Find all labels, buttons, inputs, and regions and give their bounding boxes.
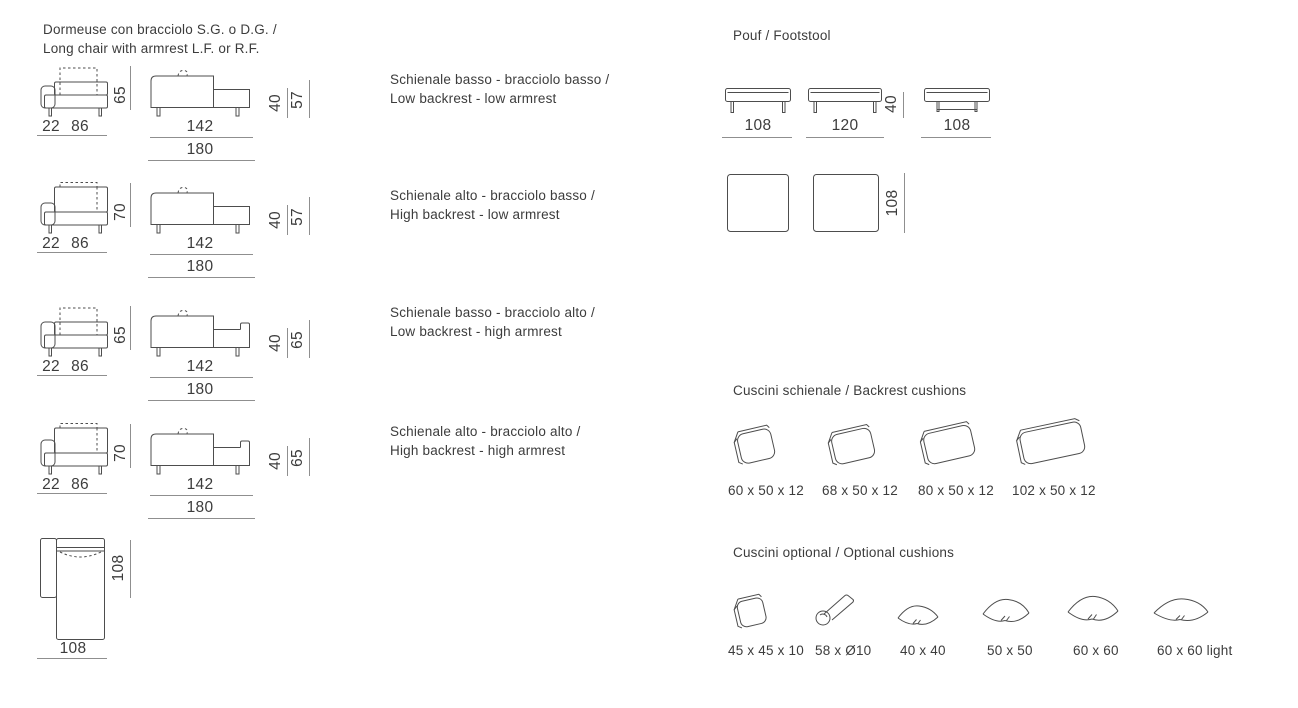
variant-desc-en: High backrest - low armrest <box>390 207 560 222</box>
cushion-size-label: 80 x 50 x 12 <box>918 483 994 498</box>
pouf-section-title: Pouf / Footstool <box>733 28 831 43</box>
dimension-underline <box>722 137 792 138</box>
optional-cushion-pillow-drawing <box>981 596 1031 628</box>
cushion-size-label: 60 x 60 <box>1073 643 1119 658</box>
backrest-cushion-drawing <box>1006 406 1098 480</box>
dormeuse-front-view-drawing <box>40 302 112 360</box>
seat-depth-dimension: 86 <box>71 358 89 375</box>
armrest-height-dimension: 57 <box>289 208 306 226</box>
total-length-dimension: 180 <box>186 141 214 158</box>
dormeuse-title-en: Long chair with armrest L.F. or R.F. <box>43 41 260 56</box>
pouf-top-depth-dimension: 108 <box>884 189 901 217</box>
dormeuse-top-view-drawing <box>40 538 106 642</box>
variant-desc-en: High backrest - high armrest <box>390 443 566 458</box>
dimension-extent-line <box>287 446 288 476</box>
dimension-extent-line <box>903 92 904 118</box>
dimension-underline <box>806 137 884 138</box>
dimension-underline <box>148 160 255 161</box>
seat-length-dimension: 142 <box>186 235 214 252</box>
pouf-front-view-drawing <box>808 88 882 115</box>
dimension-underline <box>37 493 107 494</box>
optional-cushion-pillow-light-drawing <box>1152 596 1210 626</box>
dimension-extent-line <box>309 80 310 118</box>
dimension-underline <box>148 277 255 278</box>
total-length-dimension: 180 <box>186 381 214 398</box>
chaise-height-dimension: 40 <box>267 452 284 470</box>
chaise-height-dimension: 40 <box>267 94 284 112</box>
cushion-size-label: 68 x 50 x 12 <box>822 483 898 498</box>
armrest-depth-dimension: 22 <box>42 118 60 135</box>
dormeuse-side-view-drawing <box>148 312 252 360</box>
dormeuse-side-view-drawing <box>148 430 252 478</box>
variant-desc-it: Schienale alto - bracciolo alto / <box>390 424 581 439</box>
dormeuse-top-view <box>40 538 180 673</box>
seat-length-dimension: 142 <box>186 358 214 375</box>
seat-depth-dimension: 86 <box>71 118 89 135</box>
backrest-cushion-drawing <box>726 414 790 480</box>
cushion-size-label: 40 x 40 <box>900 643 946 658</box>
optional-cushions-title: Cuscini optional / Optional cushions <box>733 545 955 560</box>
pouf-width-dimension: 108 <box>943 117 971 134</box>
dormeuse-front-view-drawing <box>40 62 112 120</box>
dimension-extent-line <box>287 205 288 235</box>
dimension-extent-line <box>130 306 131 350</box>
dimension-underline <box>150 137 253 138</box>
dimension-extent-line <box>309 320 310 358</box>
variant-description-2 <box>390 186 710 224</box>
pouf-height-dimension: 40 <box>883 95 900 113</box>
pouf-front-view-drawing <box>924 88 990 115</box>
dimension-extent-line <box>904 173 905 233</box>
dimension-extent-line <box>130 540 131 598</box>
optional-cushion-roll-drawing <box>812 590 858 634</box>
dormeuse-row-4 <box>40 420 340 530</box>
variant-description-1 <box>390 70 710 108</box>
optional-cushion-square-drawing <box>727 588 773 638</box>
cushion-size-label: 102 x 50 x 12 <box>1012 483 1096 498</box>
dimension-underline <box>921 137 991 138</box>
dimension-extent-line <box>130 183 131 227</box>
armrest-depth-dimension: 22 <box>42 358 60 375</box>
variant-desc-it: Schienale basso - bracciolo alto / <box>390 305 595 320</box>
seat-length-dimension: 142 <box>186 476 214 493</box>
dimension-underline <box>37 135 107 136</box>
chaise-height-dimension: 40 <box>267 334 284 352</box>
armrest-height-dimension: 65 <box>289 449 306 467</box>
cushion-size-label: 50 x 50 <box>987 643 1033 658</box>
pouf-width-dimension: 120 <box>831 117 859 134</box>
seat-length-dimension: 142 <box>186 118 214 135</box>
armrest-depth-dimension: 22 <box>42 235 60 252</box>
cushion-size-label: 45 x 45 x 10 <box>728 643 804 658</box>
armrest-height-dimension: 57 <box>289 91 306 109</box>
dormeuse-row-1 <box>40 62 340 172</box>
dimension-extent-line <box>287 328 288 358</box>
dormeuse-side-view-drawing <box>148 72 252 120</box>
variant-description-4 <box>390 422 710 460</box>
dimension-extent-line <box>130 424 131 468</box>
variant-desc-it: Schienale basso - bracciolo basso / <box>390 72 610 87</box>
dormeuse-side-view-drawing <box>148 189 252 237</box>
chaise-height-dimension: 40 <box>267 211 284 229</box>
dimension-underline <box>148 518 255 519</box>
dimension-underline <box>150 377 253 378</box>
dimension-extent-line <box>287 88 288 118</box>
variant-desc-it: Schienale alto - bracciolo basso / <box>390 188 595 203</box>
dimension-underline <box>37 252 107 253</box>
seat-depth-dimension: 86 <box>71 235 89 252</box>
armrest-depth-dimension: 22 <box>42 476 60 493</box>
dormeuse-front-view-drawing <box>40 420 112 478</box>
dimension-underline <box>37 375 107 376</box>
cushion-size-label: 58 x Ø10 <box>815 643 872 658</box>
dimension-underline <box>148 400 255 401</box>
dormeuse-row-3 <box>40 302 340 412</box>
optional-cushion-pillow-drawing <box>1066 593 1120 627</box>
dimension-underline <box>150 495 253 496</box>
backrest-cushions-title: Cuscini schienale / Backrest cushions <box>733 383 967 398</box>
dimension-extent-line <box>309 438 310 476</box>
cushion-size-label: 60 x 50 x 12 <box>728 483 804 498</box>
total-length-dimension: 180 <box>186 499 214 516</box>
front-height-dimension: 65 <box>112 326 129 344</box>
variant-desc-en: Low backrest - high armrest <box>390 324 562 339</box>
backrest-cushion-drawing <box>820 414 886 480</box>
pouf-front-view-drawing <box>725 88 791 115</box>
cushion-size-label: 60 x 60 light <box>1157 643 1233 658</box>
front-height-dimension: 70 <box>112 444 129 462</box>
optional-cushion-pillow-drawing <box>896 603 940 629</box>
armrest-height-dimension: 65 <box>289 331 306 349</box>
dormeuse-title-it: Dormeuse con bracciolo S.G. o D.G. / <box>43 22 277 37</box>
pouf-top-view-drawing <box>727 174 789 232</box>
front-height-dimension: 70 <box>112 203 129 221</box>
variant-desc-en: Low backrest - low armrest <box>390 91 557 106</box>
top-view-depth-dimension: 108 <box>110 554 127 582</box>
dormeuse-front-view-drawing <box>40 179 112 237</box>
front-height-dimension: 65 <box>112 86 129 104</box>
total-length-dimension: 180 <box>186 258 214 275</box>
dimension-extent-line <box>130 66 131 110</box>
dimension-extent-line <box>309 197 310 235</box>
pouf-width-dimension: 108 <box>744 117 772 134</box>
dormeuse-section-title <box>43 20 373 58</box>
backrest-cushion-drawing <box>912 410 988 480</box>
top-view-width-dimension: 108 <box>59 640 87 657</box>
pouf-top-view-drawing <box>813 174 879 232</box>
dormeuse-row-2 <box>40 179 340 289</box>
dimension-underline <box>37 658 107 659</box>
seat-depth-dimension: 86 <box>71 476 89 493</box>
variant-description-3 <box>390 303 710 341</box>
dimension-underline <box>150 254 253 255</box>
